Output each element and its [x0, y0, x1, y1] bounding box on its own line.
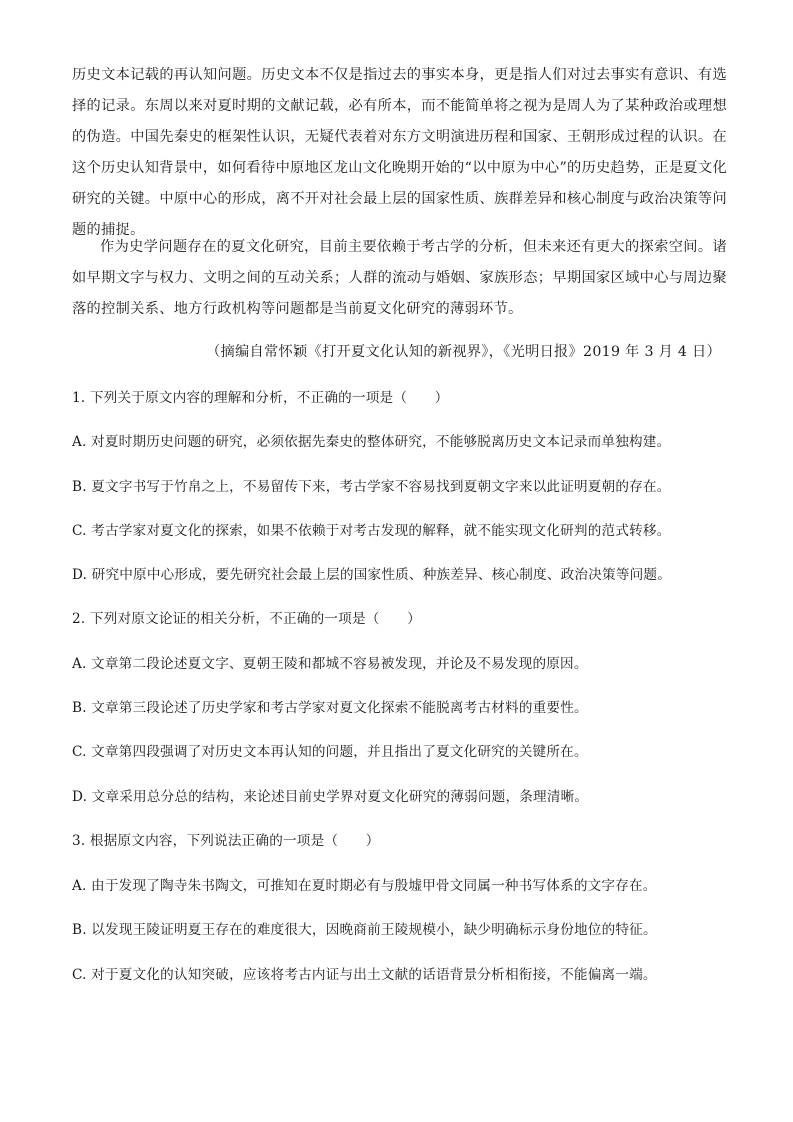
question-2-option-a: A. 文章第二段论述夏文字、夏朝王陵和都城不容易被发现，并论及不易发现的原因。 [72, 656, 588, 672]
passage-paragraph-1: 历史文本记载的再认知问题。历史文本不仅是指过去的事实本身，更是指人们对过去事实有意识、有选择的记录。东周以来对夏时期的文献记载，必有所本，而不能简单将之视为是周人为了某种政治或理想的伪造。中国先秦史的框架性认识，无疑代表着对东方文明演进历程和国家、王朝形成过程的认识。在这个历史认知背景中，如何看待中原地区龙山文化晚期开始的“以中原为中心”的历史趋势，正是夏文化研究的关键。中原中心的形成，离不开对社会最上层的国家性质、族群差异和核心制度与政治决策等问题的捕捉。 [72, 67, 727, 238]
question-3-option-a: A. 由于发现了陶寺朱书陶文，可推知在夏时期必有与殷墟甲骨文同属一种书写体系的文字存在。 [72, 878, 657, 894]
question-3-stem: 3. 根据原文内容，下列说法正确的一项是（ ） [72, 833, 380, 849]
question-3-option-c: C. 对于夏文化的认知突破，应该将考古内证与出土文献的话语背景分析相衔接，不能偏离一端。 [72, 967, 657, 983]
question-1-option-b: B. 夏文字书写于竹帛之上，不易留传下来，考古学家不容易找到夏朝文字来以此证明夏朝的存在。 [72, 479, 671, 495]
question-2-option-c: C. 文章第四段强调了对历史文本再认知的问题，并且指出了夏文化研究的关键所在。 [72, 744, 588, 760]
question-2-option-d: D. 文章采用总分总的结构，来论述目前史学界对夏文化研究的薄弱问题，条理清晰。 [72, 789, 589, 805]
passage-paragraph-2: 作为史学问题存在的夏文化研究，目前主要依赖于考古学的分析，但未来还有更大的探索空间。诸如早期文字与权力、文明之间的互动关系；人群的流动与婚姻、家族形态；早期国家区域中心与周边聚落的控制关系、地方行政机构等问题都是当前夏文化研究的薄弱环节。 [72, 239, 727, 317]
question-1-option-d: D. 研究中原中心形成，要先研究社会最上层的国家性质、种族差异、核心制度、政治决策等问题。 [72, 567, 671, 583]
question-1-option-c: C. 考古学家对夏文化的探索，如果不依赖于对考古发现的解释，就不能实现文化研判的范式转移。 [72, 523, 671, 539]
question-2-stem: 2. 下列对原文论证的相关分析，不正确的一项是（ ） [72, 611, 421, 627]
question-1-option-a: A. 对夏时期历史问题的研究，必须依据先秦史的整体研究，不能够脱离历史文本记录而单独构建。 [72, 434, 671, 450]
question-2-option-b: B. 文章第三段论述了历史学家和考古学家对夏文化探索不能脱离考古材料的重要性。 [72, 700, 588, 716]
question-3-option-b: B. 以发现王陵证明夏王存在的难度很大，因晚商前王陵规模小，缺少明确标示身份地位的特征。 [72, 922, 657, 938]
question-1-stem: 1. 下列关于原文内容的理解和分析，不正确的一项是（ ） [72, 390, 449, 406]
passage-source-citation: （摘编自常怀颖《打开夏文化认知的新视界》，《光明日报》2019 年 3 月 4 日） [206, 344, 721, 360]
